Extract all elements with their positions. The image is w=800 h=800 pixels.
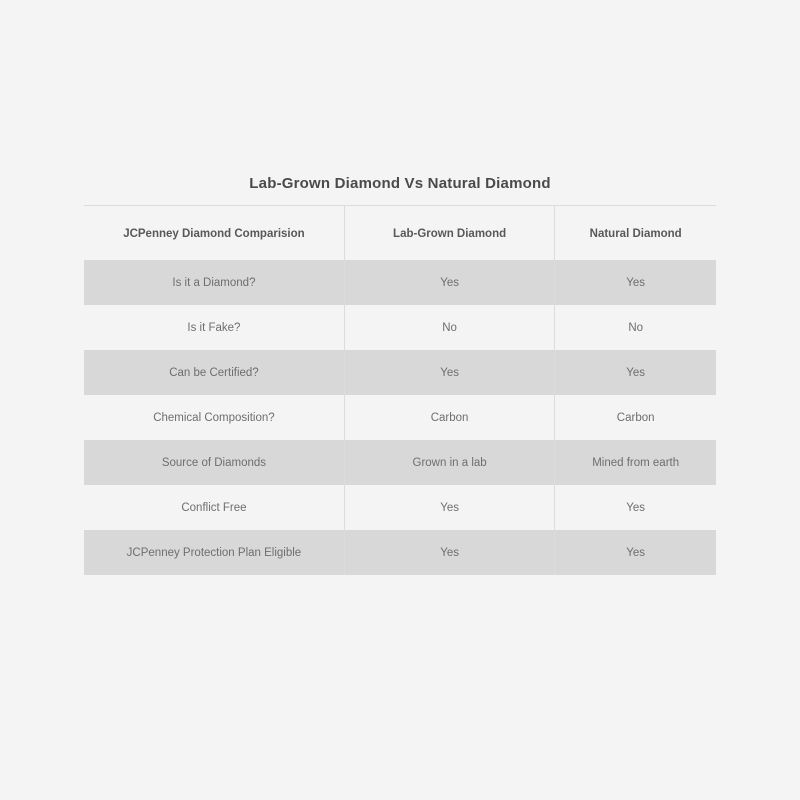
lab-grown-value: Yes — [344, 260, 554, 305]
row-label: Is it Fake? — [84, 305, 344, 350]
table-row — [84, 395, 716, 440]
row-label: Conflict Free — [84, 485, 344, 530]
lab-grown-value: Yes — [344, 530, 554, 575]
table-header-row — [84, 206, 716, 260]
table-row — [84, 350, 716, 395]
comparison-module — [84, 175, 716, 575]
row-label: Chemical Composition? — [84, 395, 344, 440]
table-header — [84, 206, 716, 260]
table-row — [84, 305, 716, 350]
row-label: JCPenney Protection Plan Eligible — [84, 530, 344, 575]
column-header-lab-grown: Lab-Grown Diamond — [344, 206, 554, 260]
lab-grown-value: Grown in a lab — [344, 440, 554, 485]
row-label: Is it a Diamond? — [84, 260, 344, 305]
page-title: Lab-Grown Diamond Vs Natural Diamond — [84, 175, 716, 206]
natural-value: Yes — [626, 502, 646, 514]
lab-grown-value: Yes — [344, 485, 554, 530]
row-label: Source of Diamonds — [84, 440, 344, 485]
lab-grown-value: Carbon — [344, 395, 554, 440]
lab-grown-value: No — [344, 305, 554, 350]
table-body — [84, 260, 716, 575]
column-header-natural: Natural Diamond — [589, 228, 682, 240]
table-row — [84, 260, 716, 305]
table-row — [84, 440, 716, 485]
natural-value: Yes — [555, 260, 716, 305]
lab-grown-value: Yes — [344, 350, 554, 395]
table-row — [84, 485, 716, 530]
natural-value: Yes — [555, 530, 716, 575]
row-label: Can be Certified? — [84, 350, 344, 395]
natural-value: Yes — [555, 350, 716, 395]
natural-value: No — [628, 322, 644, 334]
natural-value: Carbon — [616, 412, 655, 424]
comparison-table — [84, 206, 716, 575]
column-header-feature: JCPenney Diamond Comparision — [84, 206, 344, 260]
natural-value: Mined from earth — [555, 440, 716, 485]
table-row — [84, 530, 716, 575]
